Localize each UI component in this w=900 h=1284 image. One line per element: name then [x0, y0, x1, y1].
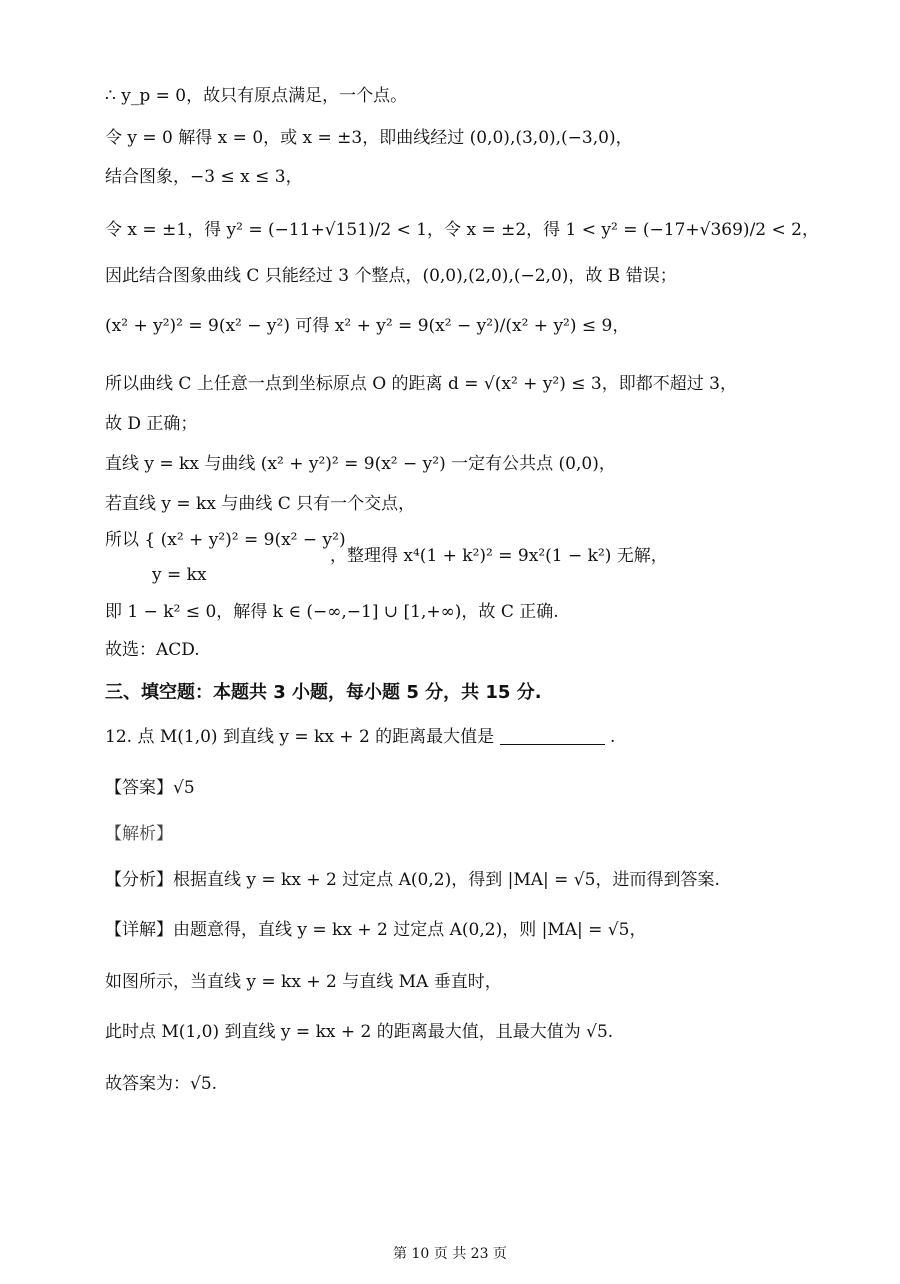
line-common-point: 直线 y = kx 与曲线 (x² + y²)² = 9(x² − y²) 一定有公共点 (0,0)， — [105, 454, 616, 474]
line-y0-solutions: 令 y = 0 解得 x = 0，或 x = ±3，即曲线经过 (0,0),(3,0),(−3,0)， — [105, 128, 633, 148]
answer-line: 【答案】√5 — [105, 778, 195, 798]
line-system-row-2: y = kx — [152, 565, 207, 585]
page-footer: 第 10 页 共 23 页 — [393, 1246, 507, 1262]
solution-max-distance: 此时点 M(1,0) 到直线 y = kx + 2 的距离最大值，且最大值为 √5. — [105, 1022, 614, 1042]
answer-blank — [500, 744, 605, 745]
line-x-range: 结合图象，−3 ≤ x ≤ 3， — [105, 167, 303, 187]
line-origin-only: ∴ y_p = 0，故只有原点满足，一个点。 — [105, 86, 408, 106]
line-system-result: ，整理得 x⁴(1 + k²)² = 9x²(1 − k²) 无解， — [330, 546, 668, 566]
line-k-range: 即 1 − k² ≤ 0，解得 k ∈ (−∞,−1] ∪ [1,+∞)，故 C 正确. — [105, 602, 559, 622]
line-y-squared-values: 令 x = ±1，得 y² = (−11+√151)/2 < 1，令 x = ±2，得 1 < y² = (−17+√369)/2 < 2， — [105, 220, 819, 240]
question-12 — [105, 727, 860, 747]
line-choice-answer: 故选：ACD. — [105, 640, 200, 660]
line-distance-bound: 所以曲线 C 上任意一点到坐标原点 O 的距离 d = √(x² + y²) ≤ 3，即都不超过 3， — [105, 374, 737, 394]
detailed-solution: 【详解】由题意得，直线 y = kx + 2 过定点 A(0,2)，则 |MA| = √5， — [105, 920, 647, 940]
section-heading: 三、填空题：本题共 3 小题，每小题 5 分，共 15 分. — [105, 682, 542, 703]
line-d-correct: 故 D 正确； — [105, 414, 198, 434]
final-answer: 故答案为：√5. — [105, 1074, 218, 1094]
question-12-text: 12. 点 M(1,0) 到直线 y = kx + 2 的距离最大值是 — [105, 727, 495, 747]
line-system-row-1: 所以 { (x² + y²)² = 9(x² − y²) — [105, 530, 346, 550]
analysis-summary: 【分析】根据直线 y = kx + 2 过定点 A(0,2)，得到 |MA| = √5，进而得到答案. — [105, 870, 720, 890]
line-single-intersection: 若直线 y = kx 与曲线 C 只有一个交点， — [105, 494, 416, 514]
line-three-lattice-points: 因此结合图象曲线 C 只能经过 3 个整点，(0,0),(2,0),(−2,0)，故 B 错误； — [105, 266, 677, 286]
line-bound-inequality: (x² + y²)² = 9(x² − y²) 可得 x² + y² = 9(x² − y²)/(x² + y²) ≤ 9， — [105, 316, 630, 336]
analysis-label: 【解析】 — [105, 824, 173, 844]
question-12-end: . — [610, 727, 616, 747]
solution-perpendicular: 如图所示，当直线 y = kx + 2 与直线 MA 垂直时， — [105, 972, 502, 992]
